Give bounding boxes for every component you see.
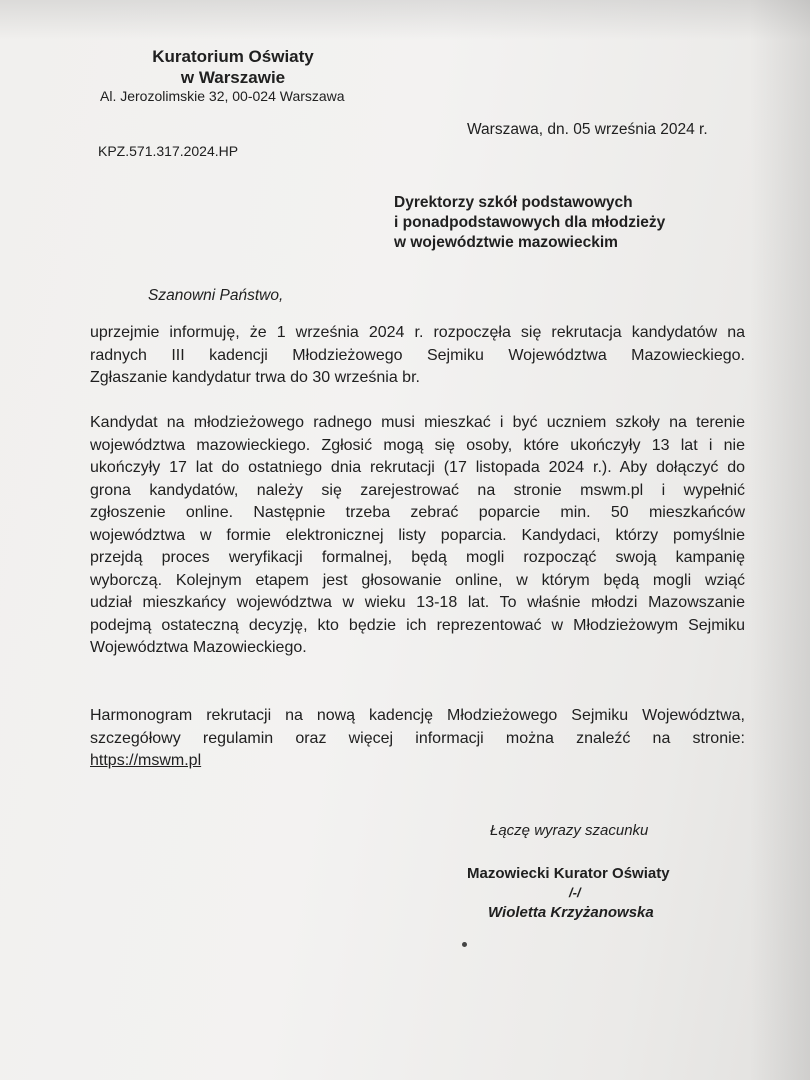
signatory-name: Wioletta Krzyżanowska xyxy=(488,904,654,921)
recipient-line: w województwie mazowieckim xyxy=(394,234,618,251)
paragraph-line: grona kandydatów, należy się zarejestrować na stronie mswm.pl i wypełnić xyxy=(90,481,745,499)
paragraph-line: radnych III kadencji Młodzieżowego Sejmiku Województwa Mazowieckiego. xyxy=(90,346,745,364)
org-name: Kuratorium Oświaty xyxy=(152,47,314,66)
paragraph-line: zgłoszenie online. Następnie trzeba zebrać poparcie min. 50 mieszkańców xyxy=(90,504,745,521)
paragraph-line xyxy=(90,750,745,773)
org-address: Al. Jerozolimskie 32, 00-024 Warszawa xyxy=(100,88,345,104)
paragraph-line: szczegółowy regulamin oraz więcej informacji można znaleźć na stronie: xyxy=(90,729,745,747)
paragraph-line: uprzejmie informuję, że 1 września 2024 r. rozpoczęła się rekrutacja kandydatów na xyxy=(90,324,745,341)
signatory-title: Mazowiecki Kurator Oświaty xyxy=(467,865,670,882)
recipient-block xyxy=(394,193,665,253)
paragraph-line: województwa w formie elektronicznej listy poparcia. Kandydaci, którzy pomyślnie xyxy=(90,526,745,544)
paragraph-line: Kandydat na młodzieżowego radnego musi mieszkać i być uczniem szkoły na terenie xyxy=(90,414,745,431)
page-shadow-top xyxy=(0,0,810,40)
paragraph-more-info xyxy=(90,705,745,773)
paragraph-candidate-rules xyxy=(90,412,745,660)
paragraph-line: Harmonogram rekrutacji na nową kadencję Młodzieżowego Sejmiku Województwa, xyxy=(90,707,745,724)
paragraph-line: Zgłaszanie kandydatur trwa do 30 września br. xyxy=(90,369,420,386)
greeting: Szanowni Państwo, xyxy=(148,287,284,304)
mswm-link[interactable]: https://mswm.pl xyxy=(90,752,202,769)
signature-mark: /-/ xyxy=(569,885,581,900)
closing-phrase: Łączę wyrazy szacunku xyxy=(490,822,649,839)
paragraph-recruitment-start xyxy=(90,322,745,390)
ink-dot xyxy=(462,942,467,947)
paragraph-line: podejmą ostateczną decyzję, kto będzie ich reprezentować w Młodzieżowym Sejmiku xyxy=(90,616,745,634)
page-shadow-right xyxy=(750,0,810,1080)
recipient-line: Dyrektorzy szkół podstawowych xyxy=(394,194,633,211)
reference-number: KPZ.571.317.2024.HP xyxy=(98,143,239,159)
paragraph-line: województwa mazowieckiego. Zgłosić mogą się osoby, które ukończyły 13 lat i nie xyxy=(90,436,745,454)
org-city: w Warszawie xyxy=(180,68,286,87)
paragraph-line: udział mieszkańcy województwa w wieku 13-18 lat. To właśnie młodzi Mazowszanie xyxy=(90,594,745,611)
recipient-line: i ponadpodstawowych dla młodzieży xyxy=(394,214,666,231)
paragraph-line: ukończyły 17 lat do ostatniego dnia rekrutacji (17 listopada 2024 r.). Aby dołączyć do xyxy=(90,459,745,476)
paragraph-line: przejdą proces weryfikacji formalnej, będą mogli rozpocząć swoją kampanię xyxy=(90,549,745,566)
letterhead xyxy=(128,46,338,88)
paragraph-line: Województwa Mazowieckiego. xyxy=(90,639,307,656)
paragraph-line: wyborczą. Kolejnym etapem jest głosowanie online, w którym będą mogli wziąć xyxy=(90,571,745,589)
date-line: Warszawa, dn. 05 września 2024 r. xyxy=(467,121,708,138)
